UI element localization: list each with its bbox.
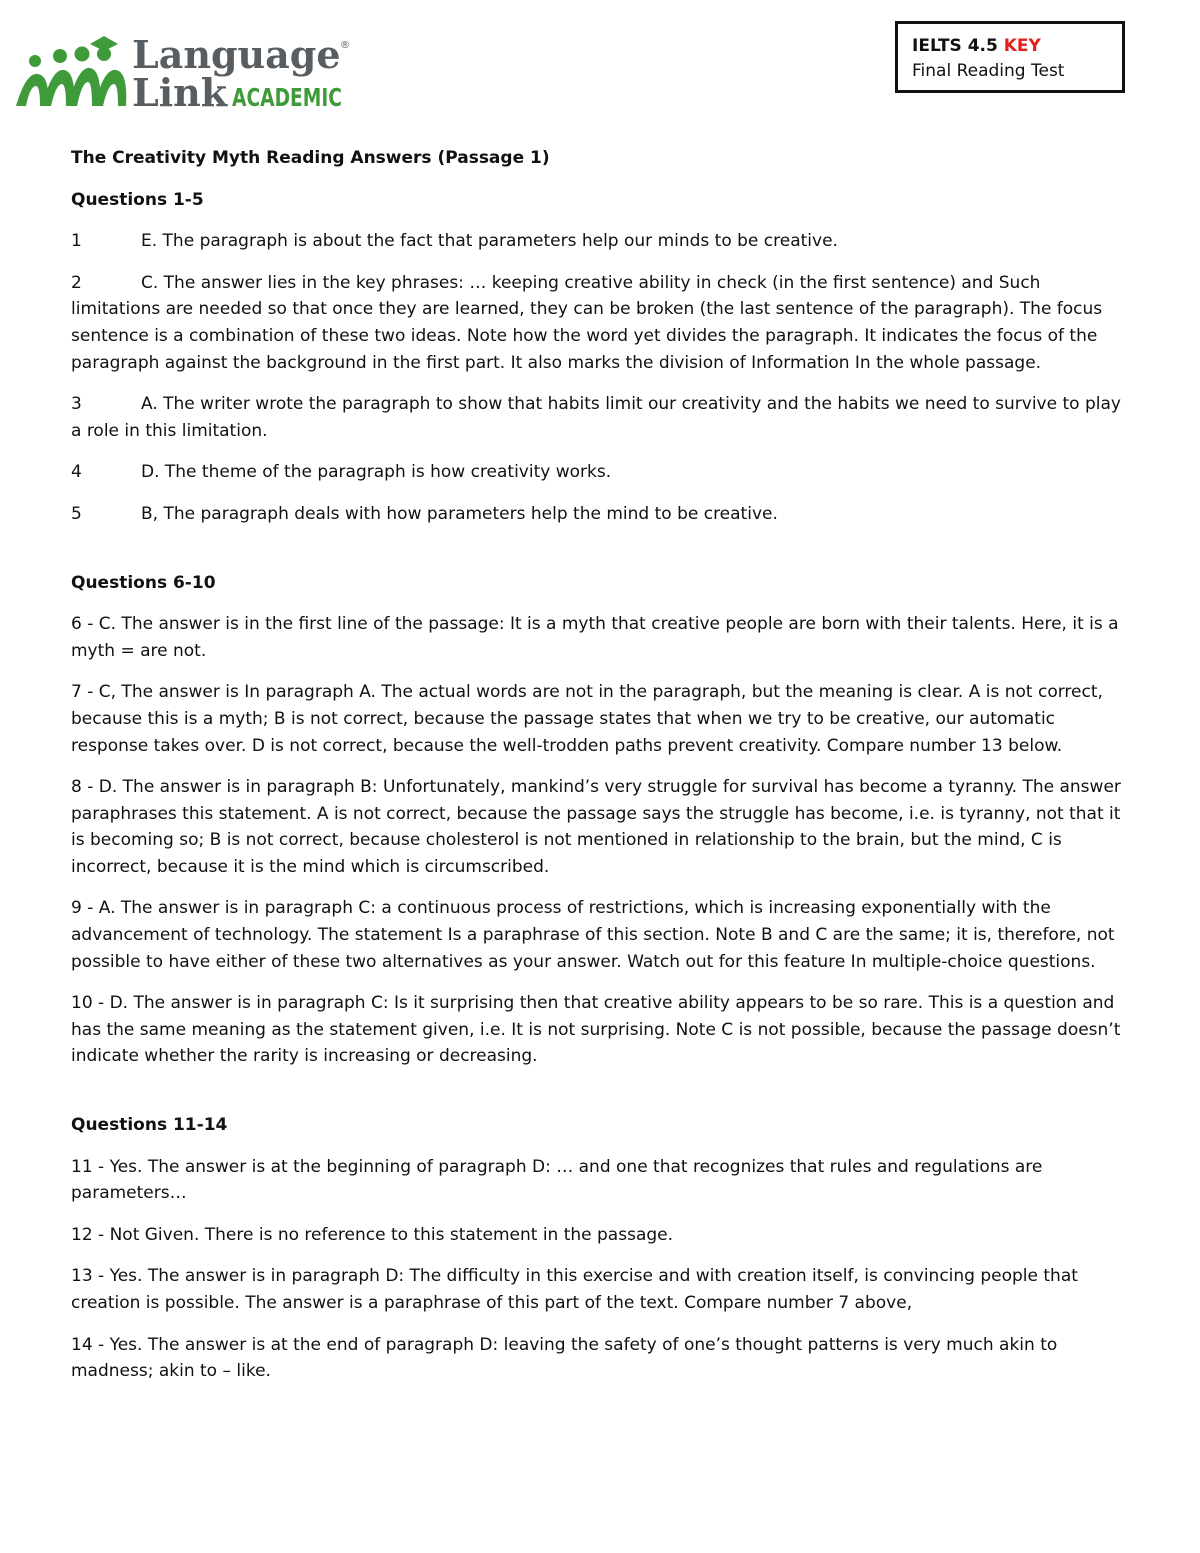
section-heading-q6-10: Questions 6-10 (71, 572, 216, 593)
answer-text: C. The answer lies in the key phrases: … keeping creative ability in check (in the first sentence) and Such limitations are needed so that once they are learned, they can be broken (the last sentence of the paragraph). The focus sentence is a combination of these two ideas. Note how the word yet divides the paragraph. It indicates the focus of the paragraph against the background in the first part. It also marks the division of Information In the whole passage. (71, 272, 1103, 373)
answer-number: 4 (71, 462, 82, 483)
answer-item: 13 - Yes. The answer is in paragraph D: The difficulty in this exercise and with creation itself, is convincing people that creation is possible. The answer is a paraphrase of this part of the text. Compare number 7 above, (71, 1266, 1078, 1313)
section-heading-q11-14: Questions 11-14 (71, 1115, 228, 1136)
logo-line3: ACADEMIC (232, 83, 342, 112)
logo-registered: ® (340, 40, 350, 51)
answer-item: 8 - D. The answer is in paragraph B: Unfortunately, mankind’s very struggle for survival has become a tyranny. The answer paraphrases this statement. A is not correct, because the passage says the struggle has become, i.e. is tyranny, not that it is becoming so; B is not correct, because cholesterol is not mentioned in relationship to the brain, but the mind, C is incorrect, because it is the mind which is circumscribed. (71, 777, 1121, 877)
answer-item (71, 391, 1131, 444)
answer-item: 6 - C. The answer is in the first line of the passage: It is a myth that creative people are born with their talents. Here, it is a myth = are not. (71, 614, 1119, 661)
key-box-prefix: IELTS 4.5 (912, 36, 1004, 56)
language-link-academic-logo (14, 34, 354, 114)
answer-document (71, 145, 1131, 1400)
answer-text: B, The paragraph deals with how parameters help the mind to be creative. (141, 503, 778, 524)
answer-item: 14 - Yes. The answer is at the end of paragraph D: leaving the safety of one’s thought patterns is very much akin to madness; akin to – like. (71, 1334, 1058, 1382)
answer-item (71, 459, 1131, 486)
key-box-subtitle: Final Reading Test (912, 61, 1065, 81)
answer-number: 5 (71, 503, 82, 524)
logo-line2: Link (132, 70, 228, 115)
answer-item: 10 - D. The answer is in paragraph C: Is it surprising then that creative ability appears to be so rare. This is a question and has the same meaning as the statement given, i.e. It is not surprising. Note C is not possible, because the passage doesn’t indicate whether the rarity is increasing or decreasing. (71, 993, 1121, 1067)
answer-text: D. The theme of the paragraph is how creativity works. (141, 462, 612, 483)
key-box (895, 21, 1125, 93)
answer-item (71, 270, 1131, 376)
logo-line1: Language (132, 32, 341, 77)
answer-text: E. The paragraph is about the fact that parameters help our minds to be creative. (141, 231, 838, 252)
logo-people-icon (16, 36, 126, 106)
key-box-title (912, 34, 1108, 59)
answer-item: 12 - Not Given. There is no reference to this statement in the passage. (71, 1224, 674, 1245)
answer-item: 9 - A. The answer is in paragraph C: a continuous process of restrictions, which is increasing exponentially with the advancement of technology. The statement Is a paraphrase of this section. Note B and C are the same; it is, therefore, not possible to have either of these two alternatives as your answer. Watch out for this feature In multiple-choice questions. (71, 898, 1115, 972)
answer-number: 3 (71, 394, 82, 415)
page-title: The Creativity Myth Reading Answers (Passage 1) (71, 148, 550, 168)
answer-number: 1 (71, 231, 82, 252)
section-heading-q1-5: Questions 1-5 (71, 189, 204, 210)
answer-item (71, 501, 1131, 528)
key-label: KEY (1003, 36, 1041, 56)
answer-number: 2 (71, 272, 82, 293)
answer-item: 11 - Yes. The answer is at the beginning of paragraph D: … and one that recognizes that rules and regulations are parameters… (71, 1156, 1043, 1204)
answer-text: A. The writer wrote the paragraph to show that habits limit our creativity and the habits we need to survive to play a role in this limitation. (71, 394, 1121, 441)
answer-item (71, 228, 1131, 255)
answer-item: 7 - C, The answer is In paragraph A. The actual words are not in the paragraph, but the meaning is clear. A is not correct, because this is a myth; B is not correct, because the passage states that when we try to be creative, our automatic response takes over. D is not correct, because the well-trodden paths prevent creativity. Compare number 13 below. (71, 682, 1103, 756)
